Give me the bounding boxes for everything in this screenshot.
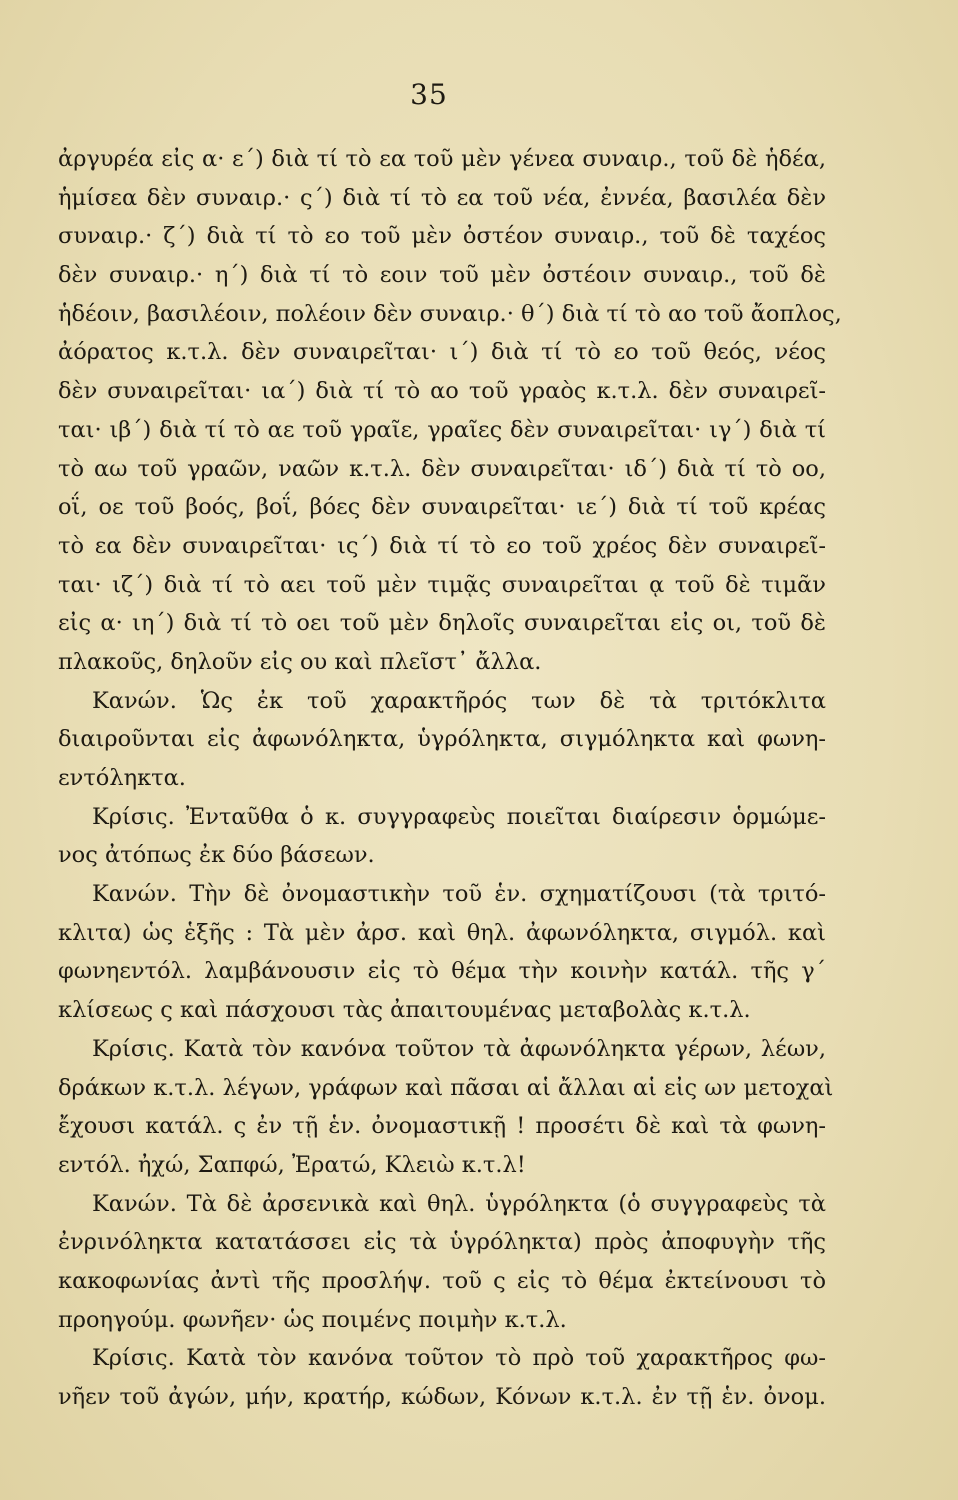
text-line: Κανών. Ὡς ἐκ τοῦ χαρακτῆρός των δὲ τὰ τριτόκλιτα [92,687,826,714]
text-line: τὸ αω τοῦ γραῶν, ναῶν κ.τ.λ. δὲν συναιρεῖται· ιδ΄) διὰ τί τὸ οο, [58,455,826,482]
text-line: συναιρ.· ζ΄) διὰ τί τὸ εο τοῦ μὲν ὀστέον συναιρ., τοῦ δὲ ταχέος [58,223,826,250]
text-line: ἔχουσι κατάλ. ς ἐν τῇ ἑν. ὀνομαστικῇ ! προσέτι δὲ καὶ τὰ φωνη- [58,1113,826,1140]
text-line: ἀόρατος κ.τ.λ. δὲν συναιρεῖται· ι΄) διὰ τί τὸ εο τοῦ θεός, νέος [58,339,826,366]
text-line: τὸ εα δὲν συναιρεῖται· ις΄) διὰ τί τὸ εο τοῦ χρέος δὲν συναιρεῖ- [58,532,826,559]
text-line: κλίσεως ς καὶ πάσχουσι τὰς ἀπαιτουμένας μεταβολὰς κ.τ.λ. [58,997,751,1024]
text-line: Κρίσις. Κατὰ τὸν κανόνα τοῦτον τὸ πρὸ τοῦ χαρακτῆρος φω- [92,1345,826,1372]
text-line: ἡδέοιν, βασιλέοιν, πολέοιν δὲν συναιρ.· θ΄) διὰ τί τὸ αο τοῦ ἄοπλος, [58,300,842,327]
text-line: ται· ιζ΄) διὰ τί τὸ αει τοῦ μὲν τιμᾷς συναιρεῖται ᾳ τοῦ δὲ τιμᾶν [58,571,826,598]
text-line: εἰς α· ιη΄) διὰ τί τὸ οει τοῦ μὲν δηλοῖς συναιρεῖται εἰς οι, τοῦ δὲ [58,610,826,637]
text-line: Κανών. Τὰ δὲ ἀρσενικὰ καὶ θηλ. ὑγρόληκτα (ὁ συγγραφεὺς τὰ [92,1190,826,1217]
text-line: Κρίσις. Κατὰ τὸν κανόνα τοῦτον τὰ ἀφωνόληκτα γέρων, λέων, [92,1035,826,1062]
text-line: ἡμίσεα δὲν συναιρ.· ς΄) διὰ τί τὸ εα τοῦ νέα, ἐννέα, βασιλέα δὲν [58,184,826,211]
text-line: ται· ιβ΄) διὰ τί τὸ αε τοῦ γραῖε, γραῖες δὲν συναιρεῖται· ιγ΄) διὰ τί [58,416,826,443]
text-line: ἐνρινόληκτα κατατάσσει εἰς τὰ ὑγρόληκτα) πρὸς ἀποφυγὴν τῆς [58,1229,826,1256]
text-line: φωνηεντόλ. λαμβάνουσιν εἰς τὸ θέμα τὴν κοινὴν κατάλ. τῆς γ΄ [58,958,826,985]
text-line: κλιτα) ὡς ἑξῆς : Τὰ μὲν ἀρσ. καὶ θηλ. ἀφωνόληκτα, σιγμόλ. καὶ [58,919,826,946]
text-line: δὲν συναιρ.· η΄) διὰ τί τὸ εοιν τοῦ μὲν ὀστέοιν συναιρ., τοῦ δὲ [58,262,826,289]
text-line: κακοφωνίας ἀντὶ τῆς προσλήψ. τοῦ ς εἰς τὸ θέμα ἐκτείνουσι τὸ [58,1267,826,1294]
body-text [58,140,842,1417]
text-line: Κρίσις. Ἐνταῦθα ὁ κ. συγγραφεὺς ποιεῖται διαίρεσιν ὁρμώμε- [92,803,826,830]
text-line: ἀργυρέα εἰς α· ε΄) διὰ τί τὸ εα τοῦ μὲν γένεα συναιρ., τοῦ δὲ ἡδέα, [58,146,826,172]
text-line: νος ἀτόπως ἐκ δύο βάσεων. [58,842,375,869]
text-line: νῆεν τοῦ ἀγών, μήν, κρατήρ, κώδων, Κόνων κ.τ.λ. ἐν τῇ ἑν. ὀνομ. [58,1384,826,1410]
text-line: οΐ, οε τοῦ βοός, βοΐ, βόες δὲν συναιρεῖται· ιε΄) διὰ τί τοῦ κρέας [58,494,826,521]
page-number: 35 [410,78,448,111]
text-line: Κανών. Τὴν δὲ ὀνομαστικὴν τοῦ ἑν. σχηματίζουσι (τὰ τριτό- [92,881,826,908]
text-line: πλακοῦς, δηλοῦν εἰς ου καὶ πλεῖστ᾿ ἄλλα. [58,648,542,675]
text-line: δράκων κ.τ.λ. λέγων, γράφων καὶ πᾶσαι αἱ ἄλλαι αἱ εἰς ων μετοχαὶ [58,1074,834,1101]
text-line: διαιροῦνται εἰς ἀφωνόληκτα, ὑγρόληκτα, σιγμόληκτα καὶ φωνη- [58,726,826,753]
text-line: δὲν συναιρεῖται· ια΄) διὰ τί τὸ αο τοῦ γραὸς κ.τ.λ. δὲν συναιρεῖ- [58,378,826,405]
text-line: προηγούμ. φωνῆεν· ὡς ποιμένς ποιμὴν κ.τ.λ. [58,1306,567,1333]
text-line: εντόλ. ἠχώ, Σαπφώ, Ἐρατώ, Κλειὼ κ.τ.λ! [58,1151,526,1178]
text-line: εντόληκτα. [58,765,186,791]
